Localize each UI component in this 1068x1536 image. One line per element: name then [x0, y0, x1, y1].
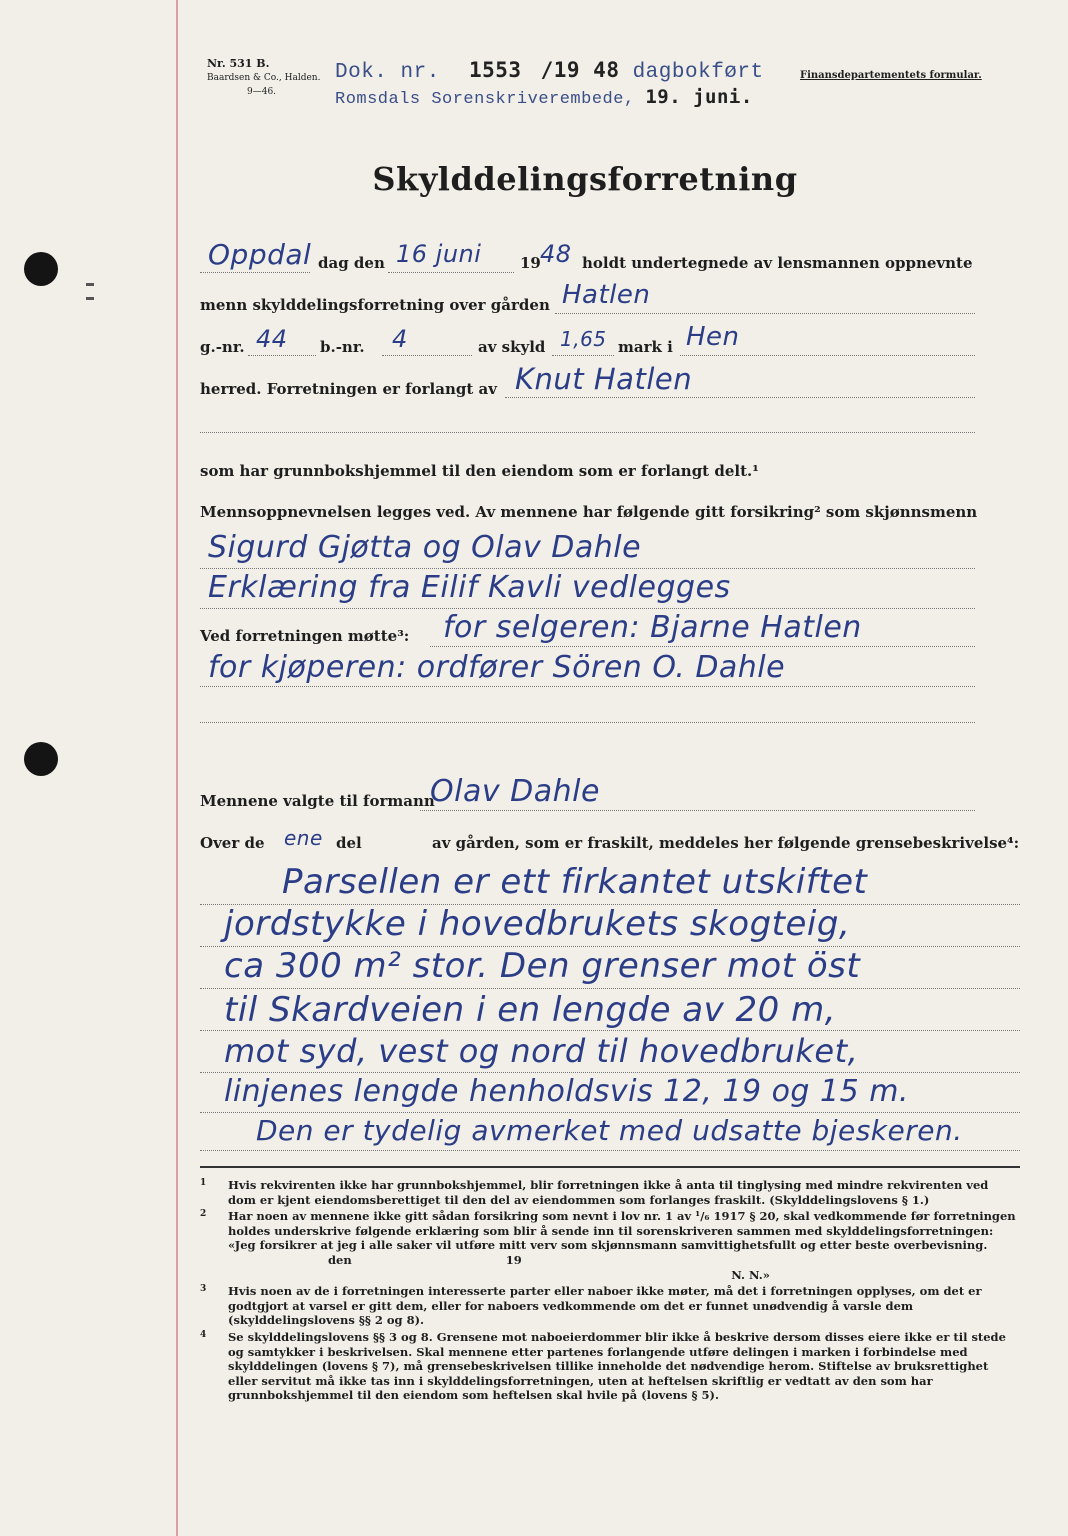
- fill-line: [200, 1030, 1020, 1031]
- fill-line: [200, 722, 975, 723]
- hw-skyld: 1,65: [560, 327, 607, 351]
- margin-line: [176, 0, 178, 1536]
- hw-skjonnsmenn-2: Erklæring fra Eilif Kavli vedlegges: [208, 570, 731, 605]
- printer-name: Baardsen & Co., Halden.: [207, 73, 321, 83]
- text-av-skyld: av skyld: [478, 338, 546, 356]
- fill-line: [248, 355, 316, 356]
- form-number: Nr. 531 B.: [207, 57, 270, 70]
- footnote-4: [200, 1330, 1020, 1403]
- hw-year: 48: [540, 240, 572, 268]
- text-19: 19: [520, 254, 541, 272]
- text-menn: menn skylddelingsforretning over gården: [200, 296, 550, 314]
- text-ved-forretningen: Ved forretningen møtte³:: [200, 627, 410, 645]
- hw-gnr: 44: [256, 325, 288, 353]
- fill-line: [200, 988, 1020, 989]
- hw-del-word: ene: [284, 826, 323, 850]
- fill-line: [200, 1150, 1020, 1151]
- print-date: 9—46.: [247, 87, 277, 97]
- doc-number: 1553: [468, 58, 522, 82]
- footnote-2-nn: N. N.»: [731, 1267, 770, 1282]
- footnote-1-number: 1: [200, 1178, 207, 1188]
- hw-desc-6: linjenes lengde henholdsvis 12, 19 og 15 m.: [224, 1074, 909, 1109]
- fill-line: [680, 355, 975, 356]
- ministry-form-label: Finansdepartementets formular.: [800, 70, 982, 81]
- fill-line: [200, 568, 975, 569]
- fill-line: [420, 810, 975, 811]
- text-av-garden: av gården, som er fraskilt, meddeles her følgende grensebeskrivelse⁴:: [432, 834, 1020, 852]
- margin-mark: [86, 297, 94, 300]
- fill-line: [552, 355, 614, 356]
- text-gnr: g.-nr.: [200, 338, 245, 356]
- hw-desc-3: ca 300 m² stor. Den grenser mot öst: [224, 946, 861, 986]
- ministry-form: [800, 70, 982, 81]
- text-over-de: Over de: [200, 834, 265, 852]
- registration-stamp: [335, 58, 764, 112]
- fill-line: [388, 272, 514, 273]
- footnote-2-den: den: [328, 1252, 352, 1267]
- text-grunnbokshjemmel: som har grunnbokshjemmel til den eiendom som er forlangt delt.¹: [200, 462, 759, 480]
- fill-line: [200, 1112, 1020, 1113]
- text-del: del: [336, 834, 362, 852]
- hw-desc-4: til Skardveien i en lengde av 20 m,: [224, 990, 837, 1030]
- hw-desc-5: mot syd, vest og nord til hovedbruket,: [224, 1032, 859, 1070]
- text-formann: Mennene valgte til formann: [200, 792, 435, 810]
- hw-requester: Knut Hatlen: [515, 362, 693, 396]
- footnote-2: [200, 1209, 1020, 1282]
- text-bnr: b.-nr.: [320, 338, 365, 356]
- hw-farm: Hatlen: [562, 280, 651, 310]
- hw-mottte-1: for selgeren: Bjarne Hatlen: [443, 610, 862, 645]
- hw-day: 16 juni: [396, 240, 482, 268]
- hw-bnr: 4: [392, 325, 408, 353]
- fill-line: [200, 686, 975, 687]
- footnote-1: [200, 1178, 1020, 1207]
- hw-place: Oppdal: [208, 238, 312, 271]
- hw-skjonnsmenn-1: Sigurd Gjøtta og Olav Dahle: [208, 530, 642, 565]
- hw-mottte-2: for kjøperen: ordfører Sören O. Dahle: [208, 650, 786, 685]
- hw-desc-7: Den er tydelig avmerket med udsatte bjeskeren.: [256, 1114, 963, 1147]
- footnote-3-text: Hvis noen av de i forretningen interesserte parter eller naboer ikke møter, må det i forretningen opplyses, om det er godtgjort at varsel er gitt dem, eller for naboers vedkommende om det er funnet unødvendig å varsle dem (skylddelingslovens §§ 2 og 8).: [228, 1284, 982, 1328]
- fill-line: [382, 355, 472, 356]
- stamp-date: 19. juni.: [645, 86, 753, 108]
- punch-hole-top: [24, 252, 58, 286]
- footnote-2-number: 2: [200, 1209, 207, 1220]
- text-mark-i: mark i: [618, 338, 673, 356]
- punch-hole-bottom: [24, 742, 58, 776]
- form-info: [207, 57, 320, 99]
- fill-line: [200, 1072, 1020, 1073]
- stamp-year-prefix: /19: [540, 58, 581, 82]
- text-herred: herred. Forretningen er forlangt av: [200, 380, 497, 398]
- year-suffix: 48: [593, 58, 620, 82]
- text-dag-den: dag den: [318, 254, 385, 272]
- fill-line: [200, 608, 975, 609]
- fill-line: [200, 432, 975, 433]
- footnote-4-text: Se skylddelingslovens §§ 3 og 8. Grensene mot naboeierdommer blir ikke å beskrive dersom disses eiere ikke er til stede og samtykker i beskrivelsen. Skal mennene etter partenes forlangende utføre delingen i marken i forbindelse med skylddelingen (lovens § 7), må grensebeskrivelsen tillike inneholde det nødvendige herom. Stiftelse av bruksrettighet eller servitut må ikke tas inn i skylddelingsforretningen, uten at heftelsen skriftlig er vedtatt av den som har grunnbokshjemmel til den eiendom som heftelsen skal hvile på (lovens § 5).: [228, 1329, 1006, 1403]
- hw-desc-1: Parsellen er ett firkantet utskiftet: [282, 862, 868, 902]
- text-mennsoppnevnelsen: Mennsoppnevnelsen legges ved. Av mennene har følgende gitt forsikring² som skjønnsmenn: [200, 503, 978, 521]
- document-title: Skylddelingsforretning: [372, 160, 798, 198]
- footnote-2-text: Har noen av mennene ikke gitt sådan forsikring som nevnt i lov nr. 1 av ¹/₆ 1917 § 20, skal vedkommende før forretningen holdes underskrive følgende erklæring som blir å sende inn til sorenskriveren sammen med skylddelingsforretningen: «Jeg forsikrer at jeg i alle saker vil utføre mitt verv som skjønnsmann samvittighetsfullt og etter beste overbevisning.: [228, 1209, 1016, 1253]
- stamp-doc-label: Dok. nr.: [335, 61, 440, 84]
- footnote-3: [200, 1284, 1020, 1328]
- footnote-separator: [200, 1166, 1020, 1168]
- footnote-1-text: Hvis rekvirenten ikke har grunnbokshjemmel, blir forretningen ikke å anta til tinglysing med mindre rekvirenten ved dom er kjent eiendomsberettiget til den del av eiendommen som forlanges fraskilt. (Skylddelingslovens § 1.): [228, 1178, 989, 1207]
- stamp-dagbokfort: dagbokført: [632, 61, 764, 84]
- margin-mark: [86, 283, 94, 286]
- fill-line: [555, 313, 975, 314]
- hw-herred: Hen: [686, 322, 740, 352]
- footnote-2-year: 19: [505, 1252, 522, 1267]
- footnotes: [200, 1178, 1020, 1405]
- fill-line: [200, 272, 310, 273]
- fill-line: [505, 397, 975, 398]
- hw-desc-2: jordstykke i hovedbrukets skogteig,: [224, 904, 851, 944]
- footnote-4-number: 4: [200, 1329, 207, 1340]
- hw-formann: Olav Dahle: [430, 774, 600, 809]
- stamp-office: Romsdals Sorenskriverembede,: [335, 90, 635, 109]
- footnote-3-number: 3: [200, 1284, 207, 1295]
- fill-line: [430, 646, 975, 647]
- text-holdt: holdt undertegnede av lensmannen oppnevnte: [582, 254, 973, 272]
